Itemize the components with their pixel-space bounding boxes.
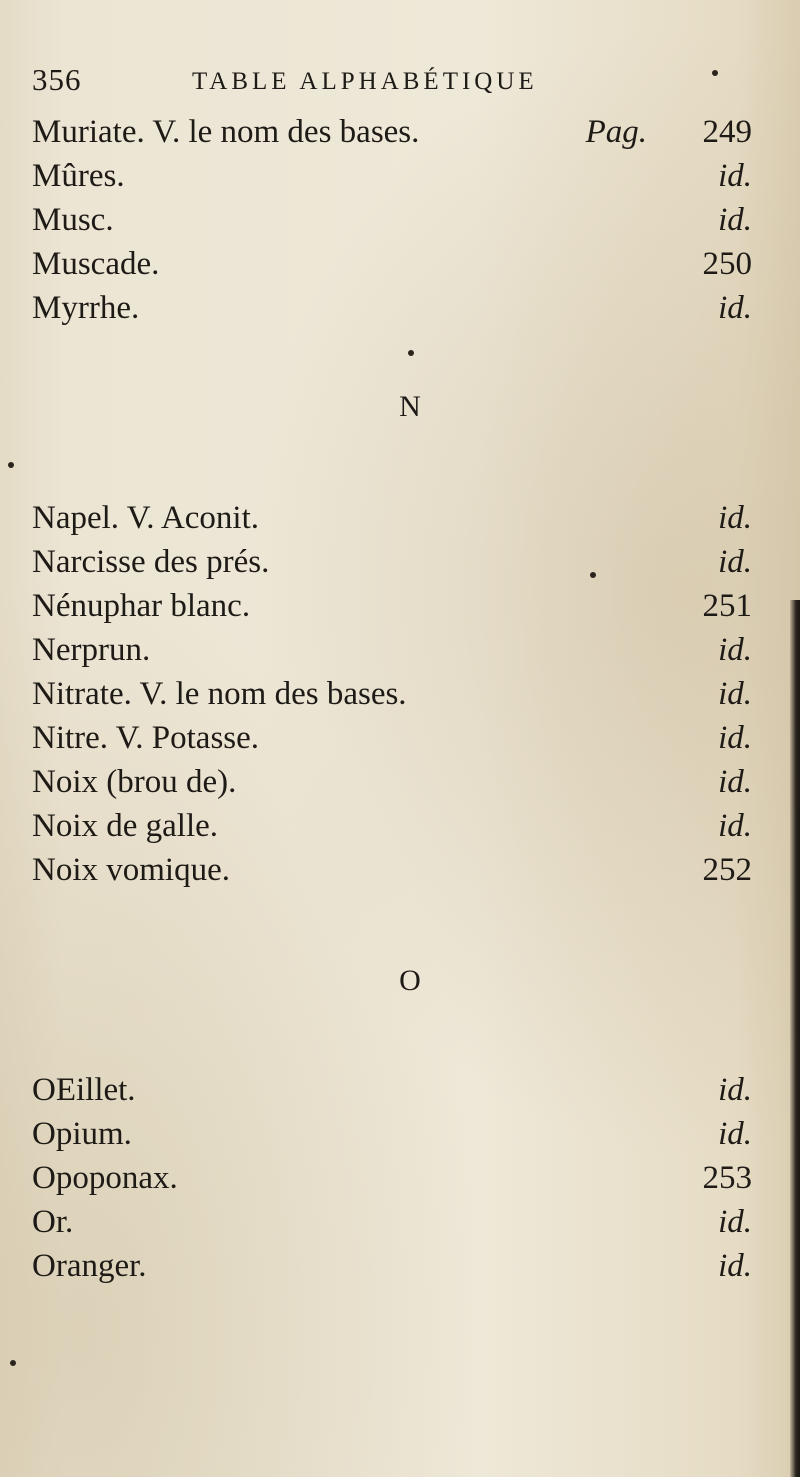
entry-page-ref: 250: [702, 246, 752, 282]
entry-pag-label: Pag.: [585, 114, 647, 150]
entry-page-ref: id.: [718, 290, 752, 326]
entry-page-ref: id.: [718, 1072, 752, 1108]
entry-page-ref: 252: [702, 852, 752, 888]
entry-term: Nénuphar blanc.: [32, 588, 251, 624]
index-entry: [32, 762, 752, 802]
entry-term: Noix (brou de).: [32, 764, 237, 800]
entry-page-ref: id.: [718, 500, 752, 536]
index-entry: [32, 674, 752, 714]
index-entry: [32, 630, 752, 670]
entry-term: Nerprun.: [32, 632, 151, 668]
entry-page-ref: id.: [718, 158, 752, 194]
entry-term: Opoponax.: [32, 1160, 178, 1196]
entry-page-ref: id.: [718, 764, 752, 800]
index-entry: [32, 850, 752, 890]
index-entry: [32, 718, 752, 758]
page-edge-shadow: [790, 600, 800, 1477]
entry-page-ref: id.: [718, 632, 752, 668]
entry-term: Muscade.: [32, 246, 160, 282]
entry-term: Musc.: [32, 202, 114, 238]
index-entry: [32, 1202, 752, 1242]
entry-page-ref: id.: [718, 808, 752, 844]
entry-term: Oranger.: [32, 1248, 147, 1284]
entry-page-ref: 249: [702, 114, 752, 150]
page-header: [32, 62, 752, 102]
ink-speck: [590, 572, 596, 578]
index-entry: [32, 586, 752, 626]
index-entry: [32, 1114, 752, 1154]
entry-term: OEillet.: [32, 1072, 136, 1108]
entry-term: Noix vomique.: [32, 852, 230, 888]
entry-term: Muriate. V. le nom des bases.: [32, 114, 420, 150]
index-entry: [32, 288, 752, 328]
index-entry: [32, 244, 752, 284]
entry-term: Mûres.: [32, 158, 125, 194]
entry-term: Nitre. V. Potasse.: [32, 720, 260, 756]
index-entry: [32, 112, 752, 152]
index-entry: [32, 200, 752, 240]
entry-term: Napel. V. Aconit.: [32, 500, 260, 536]
entry-page-ref: id.: [718, 1204, 752, 1240]
entry-term: Or.: [32, 1204, 74, 1240]
entry-term: Noix de galle.: [32, 808, 219, 844]
entry-page-ref: id.: [718, 544, 752, 580]
entry-page-ref: id.: [718, 1116, 752, 1152]
entry-page-ref: id.: [718, 1248, 752, 1284]
entry-page-ref: 253: [702, 1160, 752, 1196]
index-entry: [32, 542, 752, 582]
index-entry: [32, 498, 752, 538]
page-number: 356: [32, 62, 82, 97]
section-letter: N: [399, 390, 421, 423]
index-entry: [32, 1246, 752, 1286]
entry-term: Myrrhe.: [32, 290, 140, 326]
entry-term: Narcisse des prés.: [32, 544, 270, 580]
ink-speck: [712, 70, 718, 76]
entry-page-ref: id.: [718, 720, 752, 756]
index-entry: [32, 806, 752, 846]
entry-term: Opium.: [32, 1116, 132, 1152]
ink-speck: [10, 1360, 16, 1366]
entry-page-ref: id.: [718, 676, 752, 712]
entry-page-ref: 251: [702, 588, 752, 624]
index-entry: [32, 156, 752, 196]
entry-page-ref: id.: [718, 202, 752, 238]
running-title: TABLE ALPHABÉTIQUE: [192, 68, 538, 95]
section-letter: O: [399, 964, 421, 997]
entry-term: Nitrate. V. le nom des bases.: [32, 676, 407, 712]
ink-speck: [8, 462, 14, 468]
index-entry: [32, 1070, 752, 1110]
ink-speck: [408, 350, 414, 356]
index-entry: [32, 1158, 752, 1198]
